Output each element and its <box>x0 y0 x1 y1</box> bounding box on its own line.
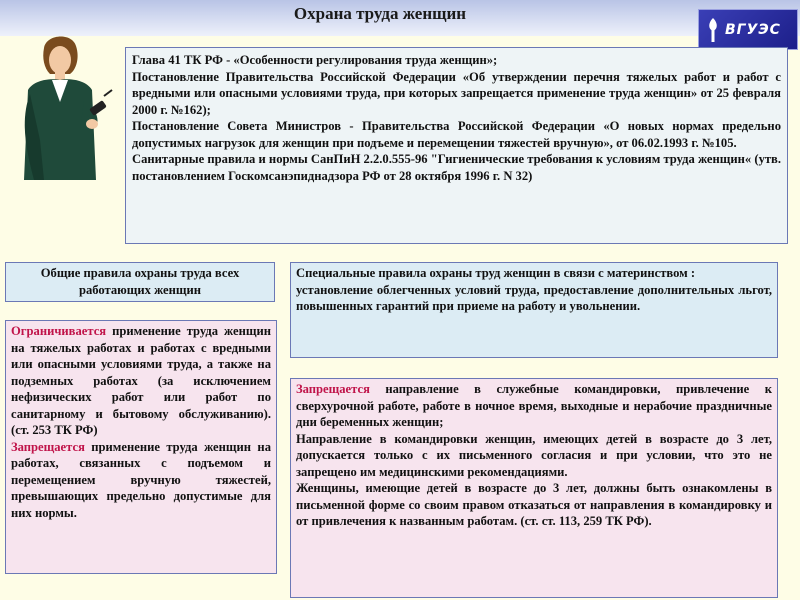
prohibited-text: применение труда женщин на работах, связанных с подъемом и перемещением вручную тяжестей, превышающих предельно допустимые для них нормы. <box>11 439 271 520</box>
refusal-right-paragraph: Женщины, имеющие детей в возрасте до 3 лет, должны быть ознакомлены в письменной форме со своим правом отказаться от направления в командировку и от привлечения к названным работам. (ст. ст. 113, 259 ТК РФ). <box>296 481 772 528</box>
general-rules-title: Общие правила охраны труда всех работающих женщин <box>5 262 275 302</box>
business-trip-paragraph: Направление в командировки женщин, имеющих детей в возрасте до 3 лет, допускается только с их письменного согласия и при условии, что это не запрещено им медицинскими рекомендациями. <box>296 431 772 479</box>
university-logo <box>698 9 798 50</box>
prohibited-label: Запрещается <box>11 439 85 454</box>
logo-text: ВГУЭС <box>725 21 781 38</box>
restriction-paragraph <box>11 323 271 439</box>
prohibited-text: направление в служебные командировки, привлечение к сверхурочной работе, работе в ночное время, выходные и нерабочие праздничные дни беременных женщин; <box>296 382 772 429</box>
vguies-logo-icon <box>705 17 721 43</box>
restricted-label: Ограничивается <box>11 324 107 338</box>
legal-item: Постановление Правительства Российской Федерации «Об утверждении перечня тяжелых работ и работ с вредными или опасными условиями труда, при которых запрещается применение труда женщин» от 25 февраля 2000 г. №162); <box>132 69 781 117</box>
legal-item: Санитарные правила и нормы СанПиН 2.2.0.555-96 "Гигиенические требования к условиям труда женщин« (утв. постановлением Госкомсанэпиднадзора РФ от 28 октября 1996 г. N 32) <box>132 152 781 183</box>
maternity-rules-text: установление облегченных условий труда, предоставление дополнительных льгот, повышенных гарантий при приеме на работу и увольнении. <box>296 282 772 313</box>
general-rules-box <box>5 320 277 574</box>
legal-item: Постановление Совета Министров - Правительства Российской Федерации «О новых нормах предельно допустимых нагрузок для женщин при подъеме и перемещении тяжестей вручную», от 06.02.1993 г. №105. <box>132 119 781 150</box>
pregnancy-prohibitions-box <box>290 378 778 598</box>
legal-item: Глава 41 ТК РФ - «Особенности регулирования труда женщин»; <box>132 53 498 67</box>
maternity-rules-box <box>290 262 778 358</box>
page-title: Охрана труда женщин <box>293 4 467 23</box>
restricted-text: применение труда женщин на тяжелых работах и работах с вредными или опасными условиями труда, а также на подземных работах (за исключением нефизических работ или работ по санитарному и бытовому обслуживанию). (ст. 253 ТК РФ) <box>11 324 271 437</box>
prohibition-paragraph <box>11 439 271 522</box>
prohibited-label: Запрещается <box>296 382 370 396</box>
maternity-rules-title: Специальные правила охраны труд женщин в связи с материнством : <box>296 266 696 280</box>
legal-references-box <box>125 47 788 244</box>
woman-with-phone-illustration <box>0 30 118 190</box>
prohibition-paragraph <box>296 381 772 431</box>
